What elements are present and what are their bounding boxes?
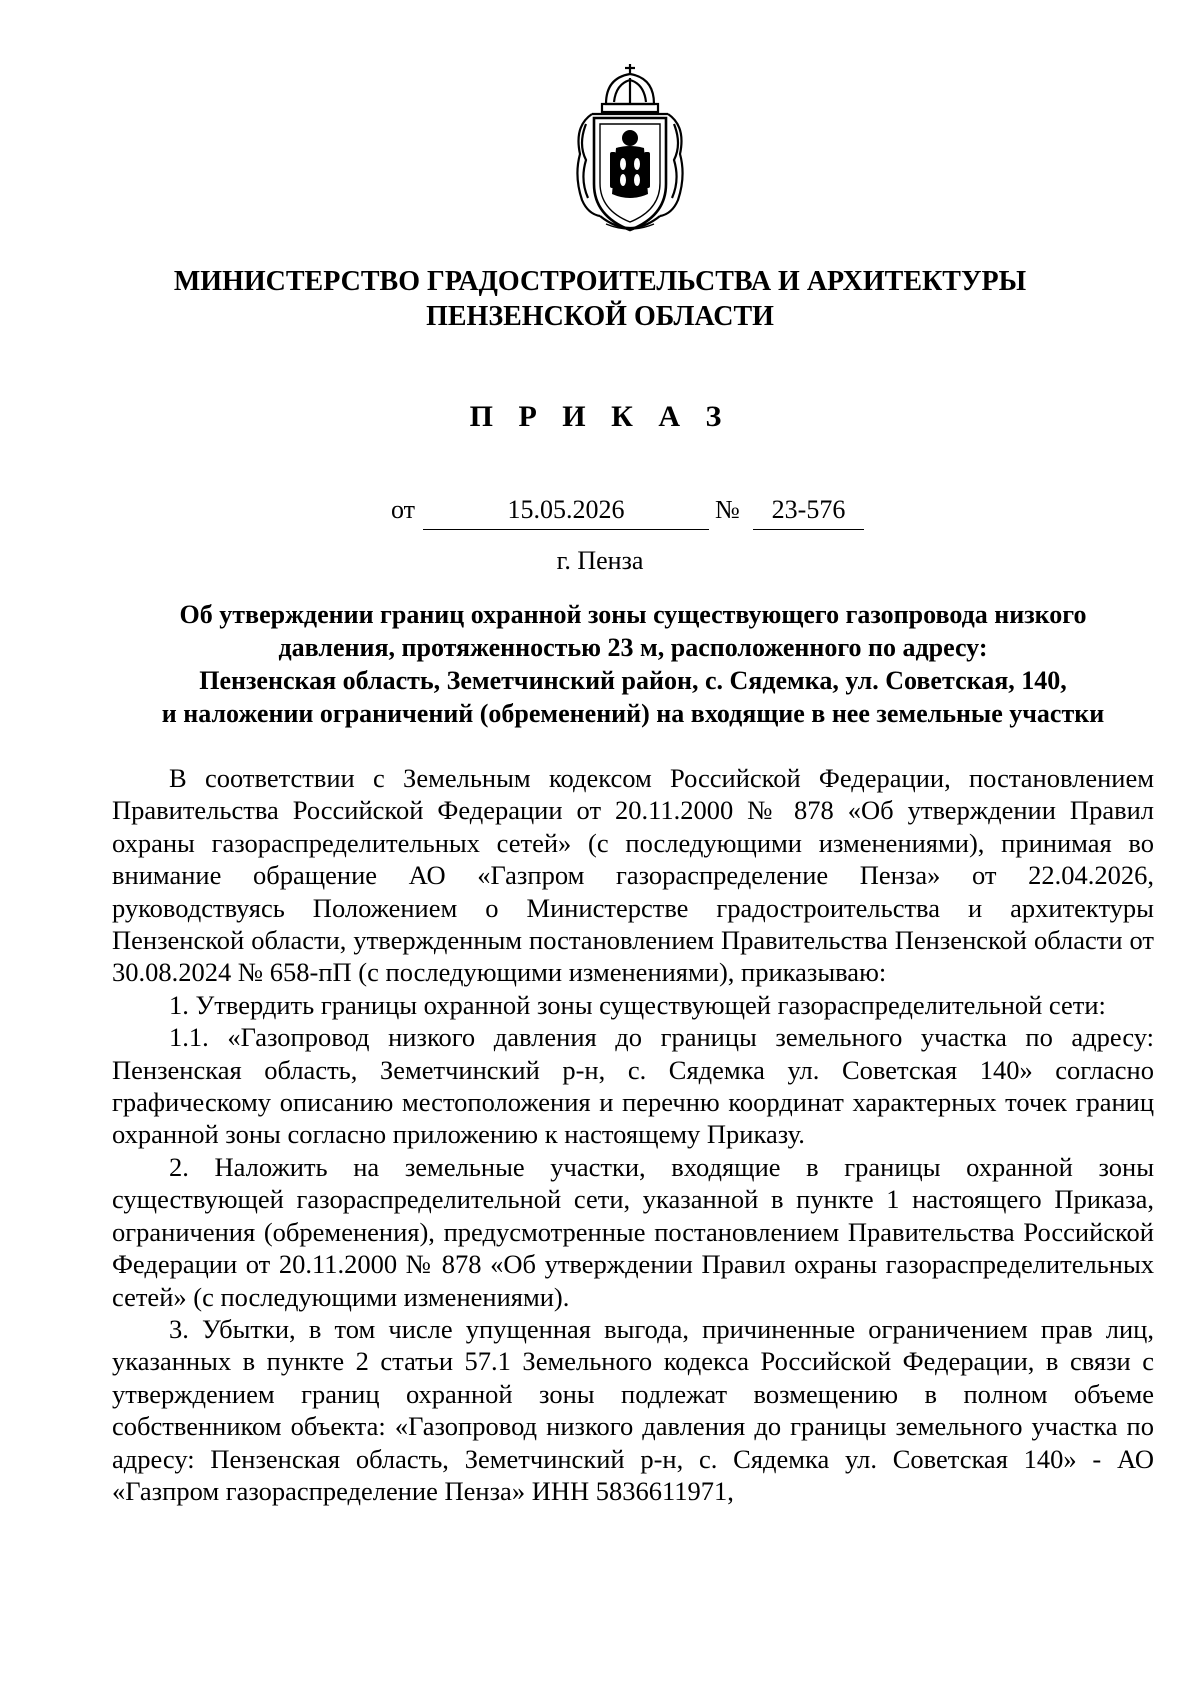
clause-2: 2. Наложить на земельные участки, входящие в границы охранной зоны существующей газораспределительной сети, указанной в пункте 1 настоящего Приказа, ограничения (обременения), предусмотренные постановлением Правительства Российской Федерации от 20.11.2000 № 878 «Об утверждении Правил охраны газораспределительных сетей» (с последующими изменениями). xyxy=(112,1151,1154,1312)
number-prefix: № xyxy=(715,495,740,524)
clause-3: 3. Убытки, в том числе упущенная выгода, причиненные ограничением прав лиц, указанных в пункте 2 статьи 57.1 Земельного кодекса Российской Федерации, в связи с утверждением границ охранной зоны подлежат возмещению в полном объеме собственником объекта: «Газопровод низкого давления до границы земельного участка по адресу: Пензенская область, Земетчинский р-н, с. Сядемка ул. Советская 140» - АО «Газпром газораспределение Пенза» ИНН 5836611971, xyxy=(112,1313,1154,1506)
order-body xyxy=(112,762,1154,1507)
order-subject-line4: и наложении ограничений (обременений) на входящие в нее земельные участки xyxy=(161,699,1105,728)
preamble-paragraph: В соответствии с Земельным кодексом Российской Федерации, постановлением Правительства Российской Федерации от 20.11.2000 № 878 «Об утверждении Правил охраны газораспределительных сетей» (с последующими изменениями), принимая во внимание обращение АО «Газпром газораспределение Пенза» от 22.04.2026, руководствуясь Положением о Министерстве градостроительства и архитектуры Пензенской области, утвержденным постановлением Правительства Пензенской области от 30.08.2024 № 658-пП (с последующими изменениями), приказываю: xyxy=(112,763,1154,988)
order-subject-line3: Пензенская область, Земетчинский район, с. Сядемка, ул. Советская, 140, xyxy=(199,666,1067,695)
order-subject-line1: Об утверждении границ охранной зоны существующего газопровода низкого xyxy=(179,600,1087,629)
ministry-name xyxy=(0,264,1200,334)
clause-1: 1. Утвердить границы охранной зоны существующей газораспределительной сети: xyxy=(169,989,1106,1020)
document-type-title: П Р И К А З xyxy=(469,400,731,433)
order-number: 23-576 xyxy=(753,495,864,530)
order-date-number-line xyxy=(0,495,1200,535)
order-subject xyxy=(112,598,1154,730)
date-prefix: от xyxy=(391,495,416,524)
penza-region-coat-of-arms-icon xyxy=(570,64,690,236)
issue-city: г. Пенза xyxy=(556,546,644,575)
ministry-name-line1: МИНИСТЕРСТВО ГРАДОСТРОИТЕЛЬСТВА И АРХИТЕКТУРЫ xyxy=(173,266,1027,297)
order-date: 15.05.2026 xyxy=(423,495,709,530)
order-subject-line2: давления, протяженностью 23 м, расположенного по адресу: xyxy=(278,633,988,662)
ministry-name-line2: ПЕНЗЕНСКОЙ ОБЛАСТИ xyxy=(426,301,774,332)
clause-1-1: 1.1. «Газопровод низкого давления до границы земельного участка по адресу: Пензенская область, Земетчинский р-н, с. Сядемка ул. Советская 140» согласно графическому описанию местоположения и перечню координат характерных точек границ охранной зоны согласно приложению к настоящему Приказу. xyxy=(112,1022,1154,1150)
